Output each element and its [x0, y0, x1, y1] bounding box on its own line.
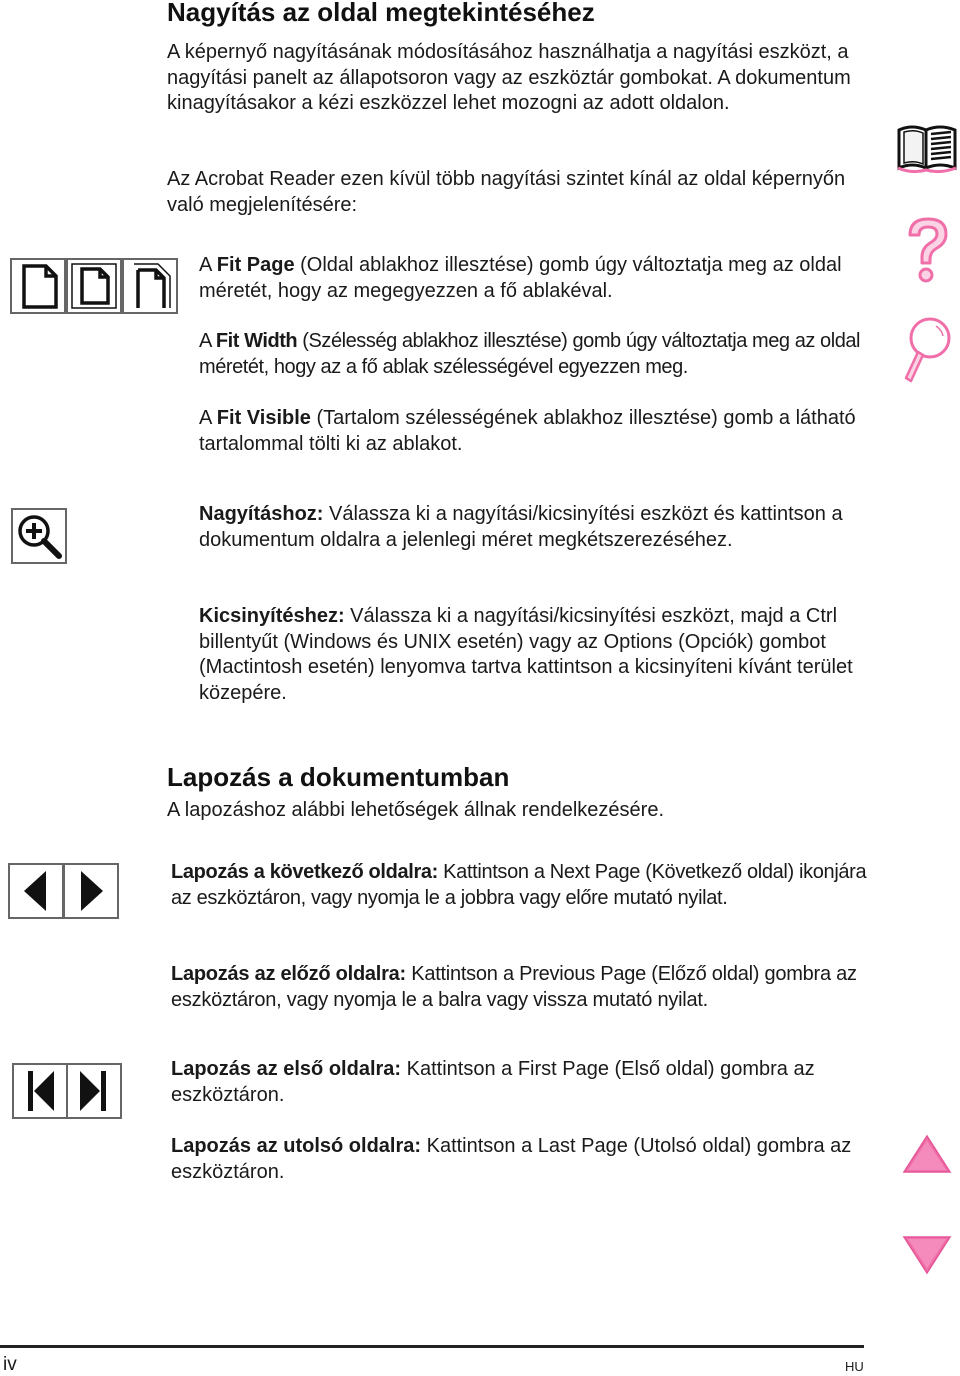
section-title-paging: Lapozás a dokumentumban: [167, 762, 510, 792]
magnifier-icon: [900, 314, 956, 384]
next-page-button[interactable]: [63, 863, 119, 919]
search-button[interactable]: [900, 314, 956, 384]
prev-page-icon: [10, 865, 62, 917]
next-page-text: Lapozás a következő oldalra: Kattintson a Next Page (Következő oldal) ikonjára az eszköztáron, vagy nyomja le a jobbra vagy előre mutató nyilat.: [171, 861, 867, 909]
zoom-in-text: Nagyításhoz: Válassza ki a nagyítási/kicsinyítési eszközt és kattintson a dokumentum oldalra a jelenlegi méret megkétszerezéséhez.: [199, 503, 843, 551]
section-title-zoom: Nagyítás az oldal megtekintéséhez: [167, 0, 595, 27]
book-icon: [896, 122, 958, 174]
fit-page-text: A Fit Page (Oldal ablakhoz illesztése) gomb úgy változtatja meg az oldal méretét, hogy az megegyezzen a fő ablakéval.: [199, 254, 842, 302]
fit-buttons-group: [10, 258, 175, 314]
previous-page-nav-button[interactable]: [901, 1133, 953, 1175]
footer-rule: [0, 1345, 864, 1348]
zoom-intro: A képernyő nagyításának módosításához használhatja a nagyítási eszközt, a nagyítási panelt az állapotsoron vagy az eszköztár gombokat. A dokumentum kinagyításakor a kézi eszközzel lehet mozogni az adott oldalon.: [167, 41, 851, 114]
last-page-icon: [68, 1065, 120, 1117]
fit-page-icon: [12, 260, 64, 312]
previous-page-button[interactable]: [8, 863, 64, 919]
triangle-down-icon: [901, 1234, 953, 1276]
fit-width-button[interactable]: [66, 258, 122, 314]
contents-button[interactable]: [896, 122, 958, 174]
next-page-icon: [65, 865, 117, 917]
last-page-text: Lapozás az utolsó oldalra: Kattintson a Last Page (Utolsó oldal) gombra az eszköztáron.: [171, 1135, 852, 1183]
zoom-intro2: Az Acrobat Reader ezen kívül több nagyítási szintet kínál az oldal képernyőn való megjelenítésére:: [167, 168, 846, 216]
question-icon: [902, 215, 954, 285]
first-page-button[interactable]: [12, 1063, 68, 1119]
zoom-tool-button[interactable]: [11, 508, 67, 564]
zoom-in-icon: [13, 510, 65, 562]
fit-visible-button[interactable]: [122, 258, 178, 314]
next-page-nav-button[interactable]: [901, 1234, 953, 1276]
fit-visible-icon: [124, 260, 176, 312]
help-button[interactable]: [902, 215, 954, 285]
prev-page-text: Lapozás az előző oldalra: Kattintson a Previous Page (Előző oldal) gombra az eszköztáron, vagy nyomja le a balra vagy vissza mutató nyilat.: [171, 963, 857, 1011]
first-page-text: Lapozás az első oldalra: Kattintson a First Page (Első oldal) gombra az eszköztáron.: [171, 1058, 815, 1106]
prev-next-buttons-group: [8, 863, 119, 919]
fit-visible-text: A Fit Visible (Tartalom szélességének ablakhoz illesztése) gomb a látható tartalommal tölti ki az ablakot.: [199, 407, 856, 455]
zoom-out-text: Kicsinyítéshez: Válassza ki a nagyítási/kicsinyítési eszközt, majd a Ctrl billentyűt (Windows és UNIX esetén) vagy az Options (Opciók) gombot (Mactintosh esetén) lenyomva tartva kattintson a kicsinyíteni kívánt terület közepére.: [199, 605, 853, 704]
fit-width-text: A Fit Width (Szélesség ablakhoz illesztése) gomb úgy változtatja meg az oldal méretét, hogy az a fő ablak szélességével egyezzen meg.: [199, 330, 861, 378]
fit-page-button[interactable]: [10, 258, 66, 314]
first-page-icon: [14, 1065, 66, 1117]
language-code: HU: [845, 1359, 864, 1374]
first-last-buttons-group: [12, 1063, 122, 1119]
paging-intro: A lapozáshoz alábbi lehetőségek állnak rendelkezésére.: [167, 799, 665, 821]
triangle-up-icon: [901, 1133, 953, 1175]
page-number: iv: [3, 1354, 17, 1375]
fit-width-icon: [68, 260, 120, 312]
last-page-button[interactable]: [66, 1063, 122, 1119]
